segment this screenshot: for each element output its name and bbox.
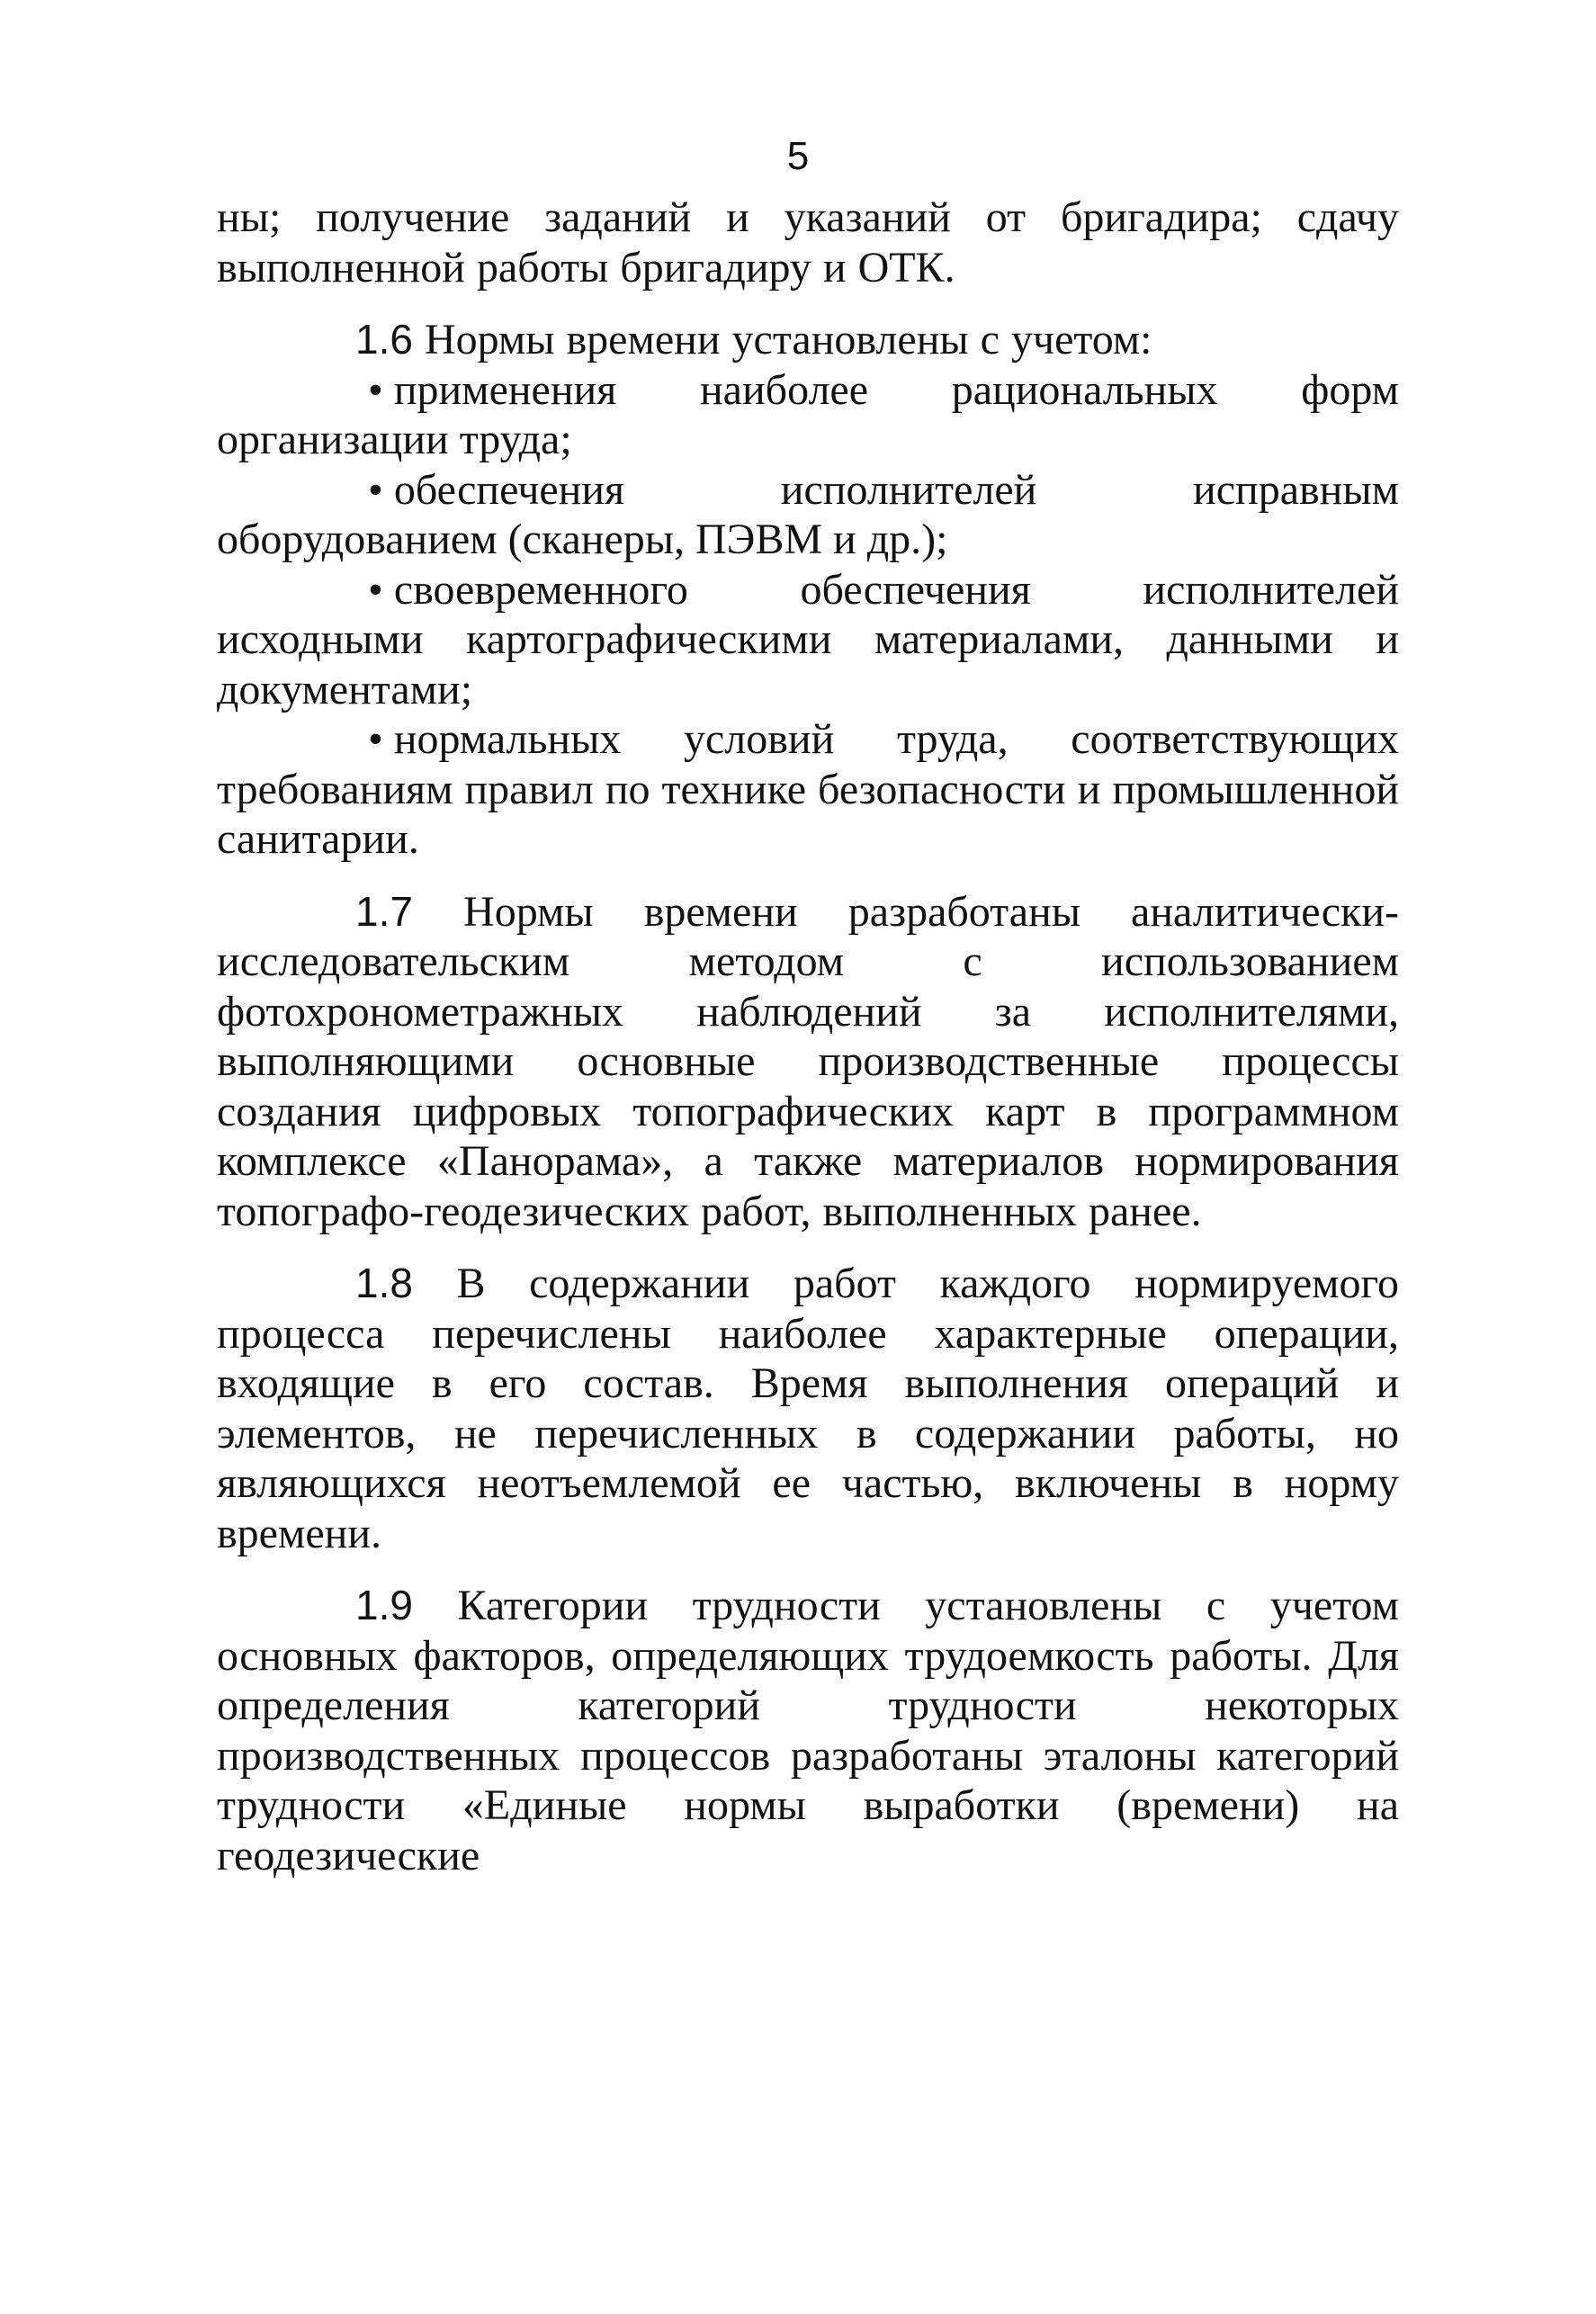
bullet-text: нормальных условий труда, соответствующих требованиям правил по технике безопасности и промышленной санитарии.	[217, 715, 1399, 863]
bullet-text: обеспечения исполнителей исправным оборудованием (сканеры, ПЭВМ и др.);	[217, 465, 1399, 563]
bullet-dot: •	[368, 365, 383, 414]
paragraph-1-7	[217, 887, 1399, 1237]
bullet-item	[217, 465, 1399, 565]
paragraph-text: Категории трудности установлены с учетом основных факторов, определяющих трудоемкость работы. Для определения категорий трудности некоторых производственных процессов разработаны эталоны категорий трудности «Единые нормы выработки (времени) на геодезические	[217, 1582, 1399, 1879]
paragraph-number: 1.8	[355, 1260, 413, 1306]
paragraph-text: Нормы времени разработаны аналитически-исследовательским методом с использованием фотохронометражных наблюдений за исполнителями, выполняющими основные производственные процессы создания цифровых топографических карт в программном комплексе «Панорама», а также материалов нормирования топографо-геодезических работ, выполненных ранее.	[217, 887, 1400, 1235]
bullet-dot: •	[368, 565, 383, 614]
paragraph-text: Нормы времени установлены с учетом:	[424, 316, 1152, 363]
bullet-text: своевременного обеспечения исполнителей исходными картографическими материалами, данными и документами;	[217, 565, 1399, 713]
paragraph-1-8	[217, 1259, 1399, 1558]
paragraph-continuation: ны; получение заданий и указаний от бригадира; сдачу выполненной работы бригадиру и ОТК.	[217, 193, 1399, 291]
bullet-item	[217, 565, 1399, 715]
bullet-item	[217, 714, 1399, 865]
page-number: 5	[786, 134, 810, 178]
paragraph-number: 1.6	[355, 316, 413, 363]
bullet-item	[217, 365, 1399, 465]
document-body	[217, 193, 1399, 1880]
bullet-list	[217, 365, 1399, 865]
bullet-dot: •	[368, 715, 383, 763]
paragraph-1-6	[217, 315, 1399, 365]
bullet-text: применения наиболее рациональных форм организации труда;	[217, 365, 1399, 463]
bullet-dot: •	[368, 465, 383, 514]
paragraph-number: 1.9	[355, 1582, 413, 1628]
paragraph-text: В содержании работ каждого нормируемого процесса перечислены наиболее характерные операции, входящие в его состав. Время выполнения операций и элементов, не перечисленных в содержании работы, но являющихся неотъемлемой ее частью, включены в норму времени.	[217, 1260, 1400, 1557]
paragraph-1-9	[217, 1581, 1399, 1880]
paragraph-number: 1.7	[355, 887, 413, 935]
